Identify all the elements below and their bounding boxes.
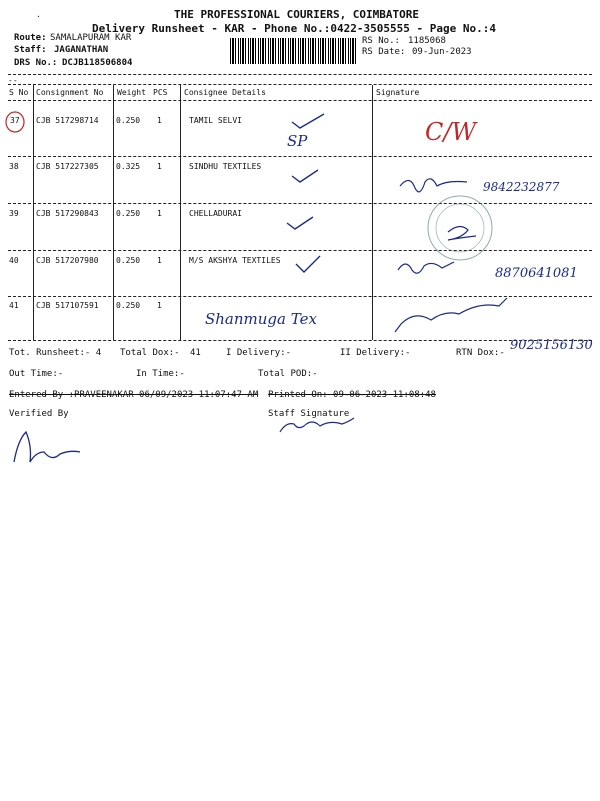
route-label: Route:	[14, 33, 47, 43]
total-dox-label: Total Dox:-	[120, 348, 180, 358]
company-title: THE PROFESSIONAL COURIERS, COIMBATORE	[174, 8, 420, 21]
row-pcs: 1	[157, 162, 162, 171]
col-pcs: PCS	[153, 88, 168, 97]
total-dox-value: 41	[190, 348, 201, 358]
row40-phone: 8870641081	[495, 266, 578, 281]
rs-no-label: RS No.:	[362, 36, 400, 46]
total-pod: Total POD:-	[258, 369, 318, 379]
row37-cw: C/W	[425, 118, 477, 146]
rs-date-label: RS Date:	[362, 47, 406, 57]
row-weight: 0.250	[116, 301, 141, 310]
row-weight: 0.325	[116, 162, 141, 171]
entered-by: Entered By :PRAVEENAKAR 06/09/2023 11:07:47 AM	[9, 390, 259, 400]
tick-mark	[292, 114, 324, 128]
row-sno: 39	[9, 209, 19, 218]
rtn-dox: RTN Dox:-	[456, 348, 505, 358]
row-sno: 37	[10, 116, 20, 125]
in-time: In Time:-	[136, 369, 185, 379]
rs-no-value: 1185068	[408, 36, 446, 46]
corner-mark: .	[36, 10, 41, 19]
drs-label: DRS No.:	[14, 58, 58, 68]
row38-phone: 9842232877	[483, 180, 560, 194]
row-consignment: CJB 517298714	[36, 116, 99, 125]
circle-mark	[6, 112, 24, 132]
row-weight: 0.250	[116, 209, 141, 218]
col-weight: Weight	[117, 88, 146, 97]
row-pcs: 1	[157, 116, 162, 125]
verified-by: Verified By	[9, 409, 69, 419]
signature-scribble	[398, 262, 454, 273]
col-signature: Signature	[376, 88, 420, 97]
row-consignee: M/S AKSHYA TEXTILES	[189, 256, 281, 265]
staff-label: Staff:	[14, 45, 47, 55]
row-weight: 0.250	[116, 256, 141, 265]
verified-signature	[14, 432, 80, 462]
row-weight: 0.250	[116, 116, 141, 125]
rs-date-value: 09-Jun-2023	[412, 47, 472, 57]
row41-consignee: Shanmuga Tex	[205, 310, 317, 328]
total-runsheet: Tot. Runsheet:- 4	[9, 348, 102, 358]
staff-signature-scribble	[280, 418, 354, 432]
row-consignee: CHELLADURAI	[189, 209, 242, 218]
signature-scribble	[448, 226, 476, 240]
stamp	[436, 204, 484, 252]
stamp	[428, 196, 492, 260]
tick-mark	[292, 170, 318, 182]
col-consignee: Consignee Details	[184, 88, 266, 97]
row-pcs: 1	[157, 256, 162, 265]
drs-value: DCJB118506804	[62, 58, 133, 68]
ii-delivery: II Delivery:-	[340, 348, 411, 358]
tick-mark	[287, 217, 313, 229]
row-consignee: TAMIL SELVI	[189, 116, 242, 125]
printed-on: Printed On: 09-06-2023 11:08:48	[268, 390, 436, 400]
table-marker: --	[8, 76, 18, 85]
row-sno: 41	[9, 301, 19, 310]
row37-sp: SP	[287, 132, 308, 150]
runsheet-subtitle: Delivery Runsheet - KAR - Phone No.:0422-3505555 - Page No.:4	[92, 22, 496, 35]
tick-mark	[296, 256, 320, 272]
row-consignment: CJB 517227305	[36, 162, 99, 171]
signature-scribble	[400, 179, 467, 192]
row-consignee: SINDHU TEXTILES	[189, 162, 262, 171]
signature-scribble	[395, 298, 507, 332]
row-pcs: 1	[157, 209, 162, 218]
out-time: Out Time:-	[9, 369, 64, 379]
staff-value: JAGANATHAN	[54, 45, 109, 55]
col-sno: S No	[9, 88, 29, 97]
col-consignment: Consignment No	[36, 88, 104, 97]
row-consignment: CJB 517107591	[36, 301, 99, 310]
row-sno: 40	[9, 256, 19, 265]
row-consignment: CJB 517207980	[36, 256, 99, 265]
row-consignment: CJB 517290843	[36, 209, 99, 218]
row41-phone: 9025156130	[510, 338, 593, 353]
row-pcs: 1	[157, 301, 162, 310]
i-delivery: I Delivery:-	[226, 348, 292, 358]
staff-signature-label: Staff Signature	[268, 409, 350, 419]
row-sno: 38	[9, 162, 19, 171]
route-value: SAMALAPURAM KAR	[50, 33, 132, 43]
